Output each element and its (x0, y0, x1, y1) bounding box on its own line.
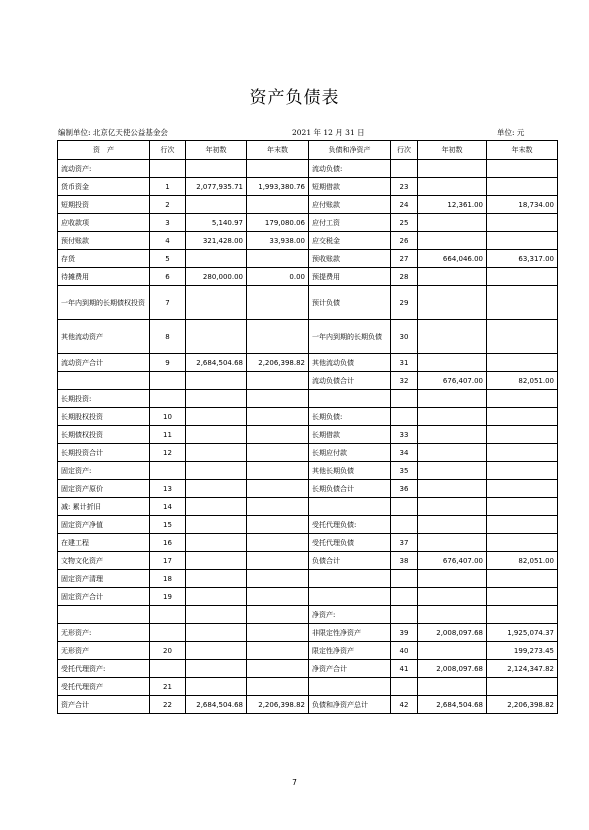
liability-ending (487, 408, 558, 426)
liability-ending (487, 570, 558, 588)
asset-beginning (186, 320, 247, 354)
asset-name: 存货 (58, 250, 150, 268)
asset-line-no: 11 (150, 426, 186, 444)
asset-name: 长期投资合计 (58, 444, 150, 462)
asset-name: 长期股权投资 (58, 408, 150, 426)
table-row (58, 320, 558, 354)
liability-ending (487, 320, 558, 354)
asset-line-no (150, 462, 186, 480)
liability-line-no: 42 (391, 696, 418, 714)
header-line-no-2: 行次 (391, 141, 418, 160)
liability-name: 负债和净资产总计 (309, 696, 391, 714)
asset-beginning (186, 588, 247, 606)
liability-line-no (391, 408, 418, 426)
liability-beginning: 676,407.00 (418, 552, 487, 570)
asset-name: 固定资产: (58, 462, 150, 480)
liability-ending (487, 606, 558, 624)
liability-beginning (418, 444, 487, 462)
liability-name (309, 498, 391, 516)
liability-line-no (391, 498, 418, 516)
asset-line-no: 10 (150, 408, 186, 426)
liability-name (309, 390, 391, 408)
liability-name: 长期应付款 (309, 444, 391, 462)
asset-line-no (150, 624, 186, 642)
asset-ending (247, 552, 309, 570)
liability-beginning (418, 642, 487, 660)
asset-line-no (150, 160, 186, 178)
liability-ending (487, 214, 558, 232)
asset-name: 减: 累计折旧 (58, 498, 150, 516)
liability-name: 受托代理负债: (309, 516, 391, 534)
asset-ending (247, 444, 309, 462)
table-row (58, 498, 558, 516)
table-row (58, 426, 558, 444)
liability-beginning (418, 390, 487, 408)
table-row (58, 552, 558, 570)
liability-beginning (418, 570, 487, 588)
header-liabilities: 负债和净资产 (309, 141, 391, 160)
table-row (58, 516, 558, 534)
asset-beginning (186, 462, 247, 480)
asset-name: 资产合计 (58, 696, 150, 714)
report-date: 2021 年 12 月 31 日 (292, 128, 365, 137)
asset-line-no: 4 (150, 232, 186, 250)
liability-line-no (391, 160, 418, 178)
liability-ending (487, 462, 558, 480)
liability-line-no: 30 (391, 320, 418, 354)
asset-beginning (186, 160, 247, 178)
liability-line-no: 35 (391, 462, 418, 480)
asset-beginning: 280,000.00 (186, 268, 247, 286)
asset-ending (247, 160, 309, 178)
asset-line-no: 12 (150, 444, 186, 462)
liability-ending (487, 178, 558, 196)
liability-beginning (418, 354, 487, 372)
liability-beginning (418, 232, 487, 250)
preparing-unit: 编制单位: 北京亿天使公益基金会 (58, 128, 168, 137)
liability-beginning (418, 516, 487, 534)
asset-name: 短期投资 (58, 196, 150, 214)
liability-name: 其他流动负债 (309, 354, 391, 372)
liability-line-no (391, 390, 418, 408)
asset-ending (247, 588, 309, 606)
asset-beginning (186, 286, 247, 320)
table-row (58, 696, 558, 714)
asset-ending (247, 286, 309, 320)
liability-name: 其他长期负债 (309, 462, 391, 480)
liability-ending (487, 534, 558, 552)
table-row (58, 268, 558, 286)
liability-line-no: 34 (391, 444, 418, 462)
liability-name: 非限定性净资产 (309, 624, 391, 642)
liability-beginning: 664,046.00 (418, 250, 487, 268)
asset-line-no: 21 (150, 678, 186, 696)
liability-beginning (418, 678, 487, 696)
liability-name (309, 588, 391, 606)
liability-name (309, 570, 391, 588)
table-row (58, 250, 558, 268)
liability-name (309, 678, 391, 696)
header-row (58, 141, 558, 160)
liability-ending: 2,124,347.82 (487, 660, 558, 678)
asset-ending (247, 390, 309, 408)
asset-name: 固定资产合计 (58, 588, 150, 606)
liability-ending (487, 426, 558, 444)
asset-beginning (186, 552, 247, 570)
liability-name: 长期借款 (309, 426, 391, 444)
asset-beginning (186, 678, 247, 696)
currency-unit: 单位: 元 (497, 128, 525, 137)
liability-name: 短期借款 (309, 178, 391, 196)
header-line-no: 行次 (150, 141, 186, 160)
asset-ending (247, 250, 309, 268)
asset-beginning (186, 606, 247, 624)
asset-ending (247, 462, 309, 480)
asset-name: 预付账款 (58, 232, 150, 250)
liability-beginning (418, 214, 487, 232)
asset-name: 流动资产: (58, 160, 150, 178)
liability-beginning (418, 606, 487, 624)
liability-line-no: 28 (391, 268, 418, 286)
asset-name: 无形资产 (58, 642, 150, 660)
asset-name (58, 372, 150, 390)
asset-name: 文物文化资产 (58, 552, 150, 570)
asset-name: 固定资产净值 (58, 516, 150, 534)
asset-ending (247, 624, 309, 642)
liability-ending (487, 588, 558, 606)
asset-ending (247, 372, 309, 390)
asset-ending: 1,993,380.76 (247, 178, 309, 196)
asset-ending: 33,938.00 (247, 232, 309, 250)
liability-name: 应付工资 (309, 214, 391, 232)
asset-line-no (150, 390, 186, 408)
liability-line-no: 23 (391, 178, 418, 196)
asset-ending: 179,080.06 (247, 214, 309, 232)
liability-line-no (391, 570, 418, 588)
table-row (58, 372, 558, 390)
liability-ending: 1,925,074.37 (487, 624, 558, 642)
asset-line-no (150, 660, 186, 678)
liability-line-no (391, 606, 418, 624)
asset-line-no: 15 (150, 516, 186, 534)
table-row (58, 606, 558, 624)
liability-ending (487, 480, 558, 498)
liability-ending (487, 498, 558, 516)
liability-name: 流动负债: (309, 160, 391, 178)
asset-ending: 0.00 (247, 268, 309, 286)
liability-name: 一年内到期的长期负债 (309, 320, 391, 354)
asset-beginning (186, 426, 247, 444)
table-row (58, 232, 558, 250)
asset-ending (247, 196, 309, 214)
liability-name: 预计负债 (309, 286, 391, 320)
asset-name: 受托代理资产 (58, 678, 150, 696)
liability-ending: 82,051.00 (487, 372, 558, 390)
liability-ending: 18,734.00 (487, 196, 558, 214)
asset-ending (247, 426, 309, 444)
asset-beginning: 5,140.97 (186, 214, 247, 232)
table-row (58, 480, 558, 498)
table-row (58, 678, 558, 696)
asset-name: 待摊费用 (58, 268, 150, 286)
asset-ending (247, 570, 309, 588)
asset-name: 受托代理资产: (58, 660, 150, 678)
liability-ending (487, 678, 558, 696)
table-row (58, 214, 558, 232)
liability-line-no: 31 (391, 354, 418, 372)
asset-beginning: 2,077,935.71 (186, 178, 247, 196)
asset-beginning (186, 250, 247, 268)
liability-ending (487, 390, 558, 408)
liability-ending: 199,273.45 (487, 642, 558, 660)
liability-line-no: 24 (391, 196, 418, 214)
asset-ending (247, 606, 309, 624)
table-row (58, 534, 558, 552)
asset-beginning: 2,684,504.68 (186, 354, 247, 372)
asset-line-no: 9 (150, 354, 186, 372)
liability-beginning (418, 480, 487, 498)
table-row (58, 178, 558, 196)
asset-name: 固定资产清理 (58, 570, 150, 588)
liability-beginning: 2,008,097.68 (418, 624, 487, 642)
liability-name: 流动负债合计 (309, 372, 391, 390)
liability-line-no: 39 (391, 624, 418, 642)
liability-line-no: 26 (391, 232, 418, 250)
liability-ending (487, 160, 558, 178)
liability-name: 长期负债合计 (309, 480, 391, 498)
header-ending-2: 年末数 (487, 141, 558, 160)
table-row (58, 390, 558, 408)
liability-ending (487, 286, 558, 320)
liability-line-no: 29 (391, 286, 418, 320)
asset-ending (247, 516, 309, 534)
asset-name (58, 606, 150, 624)
asset-line-no: 20 (150, 642, 186, 660)
liability-name: 应付账款 (309, 196, 391, 214)
liability-name: 预提费用 (309, 268, 391, 286)
asset-line-no: 16 (150, 534, 186, 552)
liability-line-no: 32 (391, 372, 418, 390)
page-number: 7 (292, 778, 297, 787)
asset-beginning (186, 480, 247, 498)
table-row (58, 462, 558, 480)
liability-beginning (418, 426, 487, 444)
liability-ending: 2,206,398.82 (487, 696, 558, 714)
liability-line-no (391, 678, 418, 696)
liability-beginning (418, 408, 487, 426)
asset-beginning (186, 624, 247, 642)
liability-name: 限定性净资产 (309, 642, 391, 660)
asset-ending (247, 642, 309, 660)
liability-beginning: 2,008,097.68 (418, 660, 487, 678)
liability-name: 长期负债: (309, 408, 391, 426)
asset-name: 在建工程 (58, 534, 150, 552)
asset-beginning (186, 516, 247, 534)
header-assets: 资 产 (58, 141, 150, 160)
asset-beginning (186, 390, 247, 408)
asset-line-no: 18 (150, 570, 186, 588)
asset-line-no: 14 (150, 498, 186, 516)
liability-beginning (418, 534, 487, 552)
table-row (58, 160, 558, 178)
asset-beginning (186, 196, 247, 214)
liability-ending: 63,317.00 (487, 250, 558, 268)
asset-line-no: 7 (150, 286, 186, 320)
asset-beginning (186, 372, 247, 390)
table-row (58, 354, 558, 372)
liability-name: 净资产: (309, 606, 391, 624)
asset-ending (247, 678, 309, 696)
asset-beginning (186, 408, 247, 426)
asset-beginning (186, 570, 247, 588)
table-row (58, 660, 558, 678)
asset-ending (247, 408, 309, 426)
liability-line-no: 27 (391, 250, 418, 268)
asset-ending: 2,206,398.82 (247, 354, 309, 372)
liability-beginning (418, 268, 487, 286)
liability-ending (487, 268, 558, 286)
header-ending: 年末数 (247, 141, 309, 160)
header-beginning: 年初数 (186, 141, 247, 160)
table-row (58, 286, 558, 320)
asset-name: 固定资产原价 (58, 480, 150, 498)
asset-ending (247, 534, 309, 552)
liability-line-no: 40 (391, 642, 418, 660)
asset-beginning: 321,428.00 (186, 232, 247, 250)
liability-name: 负债合计 (309, 552, 391, 570)
asset-name: 长期投资: (58, 390, 150, 408)
asset-name: 流动资产合计 (58, 354, 150, 372)
asset-line-no (150, 606, 186, 624)
asset-line-no: 3 (150, 214, 186, 232)
asset-ending (247, 480, 309, 498)
asset-line-no: 5 (150, 250, 186, 268)
asset-beginning (186, 642, 247, 660)
asset-line-no: 13 (150, 480, 186, 498)
asset-ending (247, 320, 309, 354)
table-row (58, 570, 558, 588)
asset-line-no: 22 (150, 696, 186, 714)
asset-line-no: 2 (150, 196, 186, 214)
asset-line-no: 19 (150, 588, 186, 606)
table-row (58, 408, 558, 426)
liability-beginning (418, 178, 487, 196)
liability-line-no: 36 (391, 480, 418, 498)
asset-ending (247, 660, 309, 678)
liability-ending: 82,051.00 (487, 552, 558, 570)
liability-name: 预收账款 (309, 250, 391, 268)
asset-ending: 2,206,398.82 (247, 696, 309, 714)
asset-beginning (186, 444, 247, 462)
table-row (58, 624, 558, 642)
table-row (58, 642, 558, 660)
table-row (58, 196, 558, 214)
asset-beginning (186, 498, 247, 516)
liability-beginning (418, 286, 487, 320)
asset-name: 其他流动资产 (58, 320, 150, 354)
liability-line-no: 25 (391, 214, 418, 232)
table-row (58, 588, 558, 606)
liability-beginning: 2,684,504.68 (418, 696, 487, 714)
liability-beginning (418, 160, 487, 178)
asset-name: 一年内到期的长期债权投资 (58, 286, 150, 320)
report-title: 资产负债表 (249, 88, 340, 108)
asset-ending (247, 498, 309, 516)
liability-name: 净资产合计 (309, 660, 391, 678)
asset-name: 长期债权投资 (58, 426, 150, 444)
liability-line-no (391, 516, 418, 534)
liability-beginning: 12,361.00 (418, 196, 487, 214)
liability-beginning (418, 462, 487, 480)
liability-beginning (418, 320, 487, 354)
asset-line-no: 17 (150, 552, 186, 570)
liability-ending (487, 354, 558, 372)
asset-line-no: 8 (150, 320, 186, 354)
liability-ending (487, 232, 558, 250)
asset-name: 货币资金 (58, 178, 150, 196)
liability-line-no: 41 (391, 660, 418, 678)
asset-line-no (150, 372, 186, 390)
table-row (58, 444, 558, 462)
liability-beginning (418, 588, 487, 606)
asset-beginning: 2,684,504.68 (186, 696, 247, 714)
liability-ending (487, 444, 558, 462)
liability-beginning (418, 498, 487, 516)
liability-beginning: 676,407.00 (418, 372, 487, 390)
liability-name: 受托代理负债 (309, 534, 391, 552)
balance-sheet-table (57, 140, 558, 714)
asset-beginning (186, 660, 247, 678)
asset-line-no: 1 (150, 178, 186, 196)
liability-name: 应交税金 (309, 232, 391, 250)
liability-ending (487, 516, 558, 534)
asset-name: 应收款项 (58, 214, 150, 232)
liability-line-no: 38 (391, 552, 418, 570)
asset-beginning (186, 534, 247, 552)
asset-line-no: 6 (150, 268, 186, 286)
asset-name: 无形资产: (58, 624, 150, 642)
liability-line-no: 33 (391, 426, 418, 444)
header-beginning-2: 年初数 (418, 141, 487, 160)
liability-line-no: 37 (391, 534, 418, 552)
liability-line-no (391, 588, 418, 606)
